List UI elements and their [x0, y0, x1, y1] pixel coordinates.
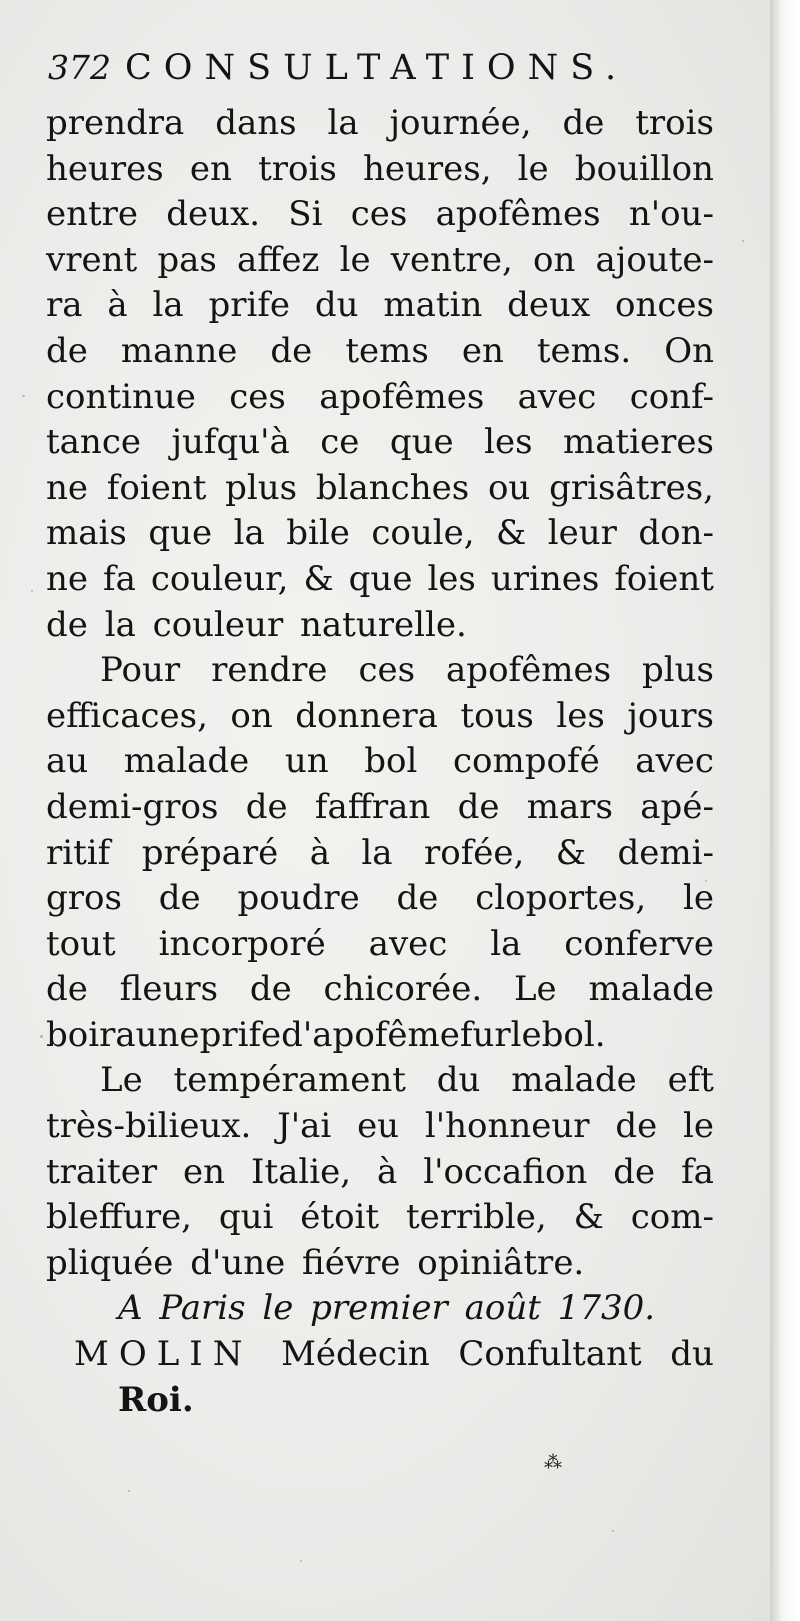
paper-speck	[22, 395, 25, 397]
word: une	[135, 1014, 200, 1055]
word: blanches	[315, 467, 470, 508]
word: efficaces,	[46, 695, 208, 736]
word: bile	[286, 513, 350, 554]
word: eu	[357, 1106, 400, 1147]
word: conferve	[564, 923, 714, 964]
paper-speck	[128, 1490, 130, 1492]
word: foient	[614, 558, 714, 599]
word: vrent	[46, 239, 138, 280]
word: bol.	[541, 1014, 606, 1055]
paper-speck	[31, 590, 33, 592]
word: le	[339, 239, 371, 280]
text-line	[46, 922, 714, 968]
word: le	[510, 1014, 542, 1055]
signature-name: MOLIN	[74, 1334, 253, 1375]
ornament-icon: ⁂	[544, 1452, 562, 1473]
word: continue	[46, 376, 196, 417]
word: de	[396, 878, 439, 919]
word: ces	[229, 376, 286, 417]
text-line	[46, 466, 714, 512]
word: fa	[681, 1151, 714, 1192]
text-line	[46, 967, 714, 1013]
word: eft	[667, 1060, 714, 1101]
word: au	[46, 741, 89, 782]
text-line	[46, 603, 714, 649]
word: de	[562, 103, 605, 143]
signature-end: Roi.	[118, 1379, 194, 1420]
word: &	[555, 832, 587, 873]
word: on	[230, 695, 273, 736]
word: de la couleur naturelle.	[46, 604, 467, 645]
word: l'occafion	[423, 1151, 588, 1192]
word: d'apofême	[281, 1014, 460, 1055]
word: malade	[511, 1060, 637, 1101]
word: à	[309, 832, 330, 873]
word: la	[233, 513, 265, 554]
word: gros	[46, 878, 122, 919]
word: de	[245, 786, 288, 827]
word: le	[682, 878, 714, 919]
word: préparé	[141, 832, 279, 873]
word: de	[46, 969, 88, 1010]
word: tous	[460, 695, 534, 736]
word: terrible,	[405, 1197, 547, 1238]
word: prife	[208, 285, 291, 326]
word: à	[377, 1151, 398, 1192]
text-line	[46, 511, 714, 557]
word: &	[573, 1197, 604, 1238]
word: foient	[106, 467, 207, 508]
word: bol	[364, 741, 418, 782]
text-line	[46, 831, 714, 877]
word: de	[457, 786, 500, 827]
word: heures,	[362, 148, 492, 189]
word: plus	[642, 650, 714, 691]
word: du	[314, 285, 359, 326]
word: Si	[288, 194, 323, 235]
word: du	[436, 1060, 481, 1101]
word: ou	[487, 467, 531, 508]
paper-speck	[40, 1035, 43, 1038]
word: urines	[490, 558, 600, 599]
text-line	[46, 420, 714, 466]
word: la	[361, 832, 393, 873]
word: les	[556, 695, 605, 736]
paper-speck	[742, 240, 744, 242]
text-line	[46, 1013, 714, 1059]
word: traiter	[46, 1151, 158, 1192]
word: que	[148, 513, 213, 554]
word: journée,	[389, 103, 532, 143]
word: tems	[345, 330, 429, 371]
signature-word: Médecin	[281, 1334, 430, 1375]
signature-word: du	[670, 1334, 714, 1375]
word: ces	[358, 650, 416, 691]
text-line	[46, 375, 714, 421]
word: prife	[199, 1014, 282, 1055]
word: donnera	[295, 695, 438, 736]
word: ajoute-	[595, 239, 714, 280]
word: la	[152, 285, 184, 326]
word: n'ou-	[628, 194, 714, 235]
word: pas	[157, 239, 217, 280]
text-line	[46, 1241, 714, 1287]
word: à	[107, 285, 128, 326]
word: Pour	[100, 650, 181, 691]
signature-line	[46, 1332, 714, 1378]
word: Italie,	[251, 1151, 352, 1192]
text-line	[46, 1150, 714, 1196]
word: de	[270, 330, 313, 371]
word: fur	[459, 1014, 511, 1055]
word: demi-	[617, 832, 714, 873]
word: com-	[630, 1197, 714, 1238]
word: en	[183, 1151, 226, 1192]
word: matieres	[563, 422, 714, 463]
word: affez	[236, 239, 320, 280]
word: mars	[526, 786, 613, 827]
word: ritif	[46, 832, 111, 873]
page-number: 372	[48, 48, 111, 87]
word: faffran	[314, 786, 431, 827]
word: matin	[383, 285, 483, 326]
text-line	[46, 1104, 714, 1150]
text-line	[46, 283, 714, 329]
word: rendre	[211, 650, 328, 691]
word: qui	[218, 1197, 274, 1238]
word: leur	[547, 513, 617, 554]
word: un	[284, 741, 329, 782]
text-line	[46, 101, 714, 147]
page-edge	[770, 0, 800, 1621]
dateline: A Paris le premier août 1730.	[118, 1288, 656, 1329]
word: trois	[635, 103, 714, 143]
word: tout	[46, 923, 116, 964]
text-line	[46, 238, 714, 284]
paragraph-1	[46, 101, 714, 648]
word: mais	[46, 513, 127, 554]
text-line	[46, 876, 714, 922]
word: couleur,	[150, 558, 289, 599]
word: apé-	[640, 786, 714, 827]
word: On	[664, 330, 714, 371]
word: jours	[627, 695, 714, 736]
word: jufqu'à	[171, 422, 290, 463]
word: malade	[588, 969, 714, 1010]
word: que	[348, 558, 413, 599]
text-line	[46, 1195, 714, 1241]
text-block	[46, 101, 714, 1423]
word: don-	[638, 513, 714, 554]
word: grisâtres,	[549, 467, 714, 508]
paper-speck	[612, 1530, 614, 1532]
word: en	[189, 148, 232, 189]
word: onces	[614, 285, 714, 326]
word: deux.	[166, 194, 261, 235]
word: tance	[46, 422, 141, 463]
word: malade	[123, 741, 250, 782]
word: pliquée d'une fiévre opiniâtre.	[46, 1242, 585, 1283]
word: fleurs	[119, 969, 219, 1010]
word: apofêmes	[446, 650, 612, 691]
text-line	[46, 329, 714, 375]
word: ventre,	[390, 239, 513, 280]
word: très-bilieux.	[46, 1106, 252, 1147]
running-head	[48, 48, 628, 98]
word: avec	[368, 923, 448, 964]
word: boira	[46, 1014, 136, 1055]
word: manne	[120, 330, 238, 371]
word: ces	[350, 194, 408, 235]
word: heures	[46, 148, 164, 189]
word: apofêmes	[435, 194, 601, 235]
word: poudre	[237, 878, 360, 919]
word: trois	[258, 148, 337, 189]
word: tems.	[536, 330, 632, 371]
text-line	[46, 785, 714, 831]
word: ra	[46, 285, 83, 326]
word: de	[249, 969, 292, 1010]
text-line	[46, 739, 714, 785]
word: l'honneur	[424, 1106, 590, 1147]
running-title: CONSULTATIONS.	[125, 48, 629, 88]
word: chicorée.	[323, 969, 483, 1010]
word: &	[496, 513, 527, 554]
text-line	[46, 147, 714, 193]
text-line	[46, 648, 714, 694]
text-line	[46, 557, 714, 603]
word: &	[303, 558, 334, 599]
word: avec	[635, 741, 714, 782]
word: fa	[103, 558, 136, 599]
word: cloportes,	[475, 878, 647, 919]
word: plus	[225, 467, 298, 508]
word: de	[615, 1106, 658, 1147]
word: ce	[320, 422, 360, 463]
word: apofêmes	[319, 376, 485, 417]
word: entre	[46, 194, 139, 235]
word: on	[532, 239, 576, 280]
word: que	[389, 422, 454, 463]
word: la	[490, 923, 522, 964]
word: ne	[46, 467, 89, 508]
word: le	[682, 1106, 714, 1147]
paragraph-3	[46, 1058, 714, 1286]
word: ne	[46, 558, 89, 599]
text-line	[46, 694, 714, 740]
word: coule,	[371, 513, 475, 554]
word: conf-	[629, 376, 714, 417]
word: compofé	[453, 741, 600, 782]
word: deux	[507, 285, 591, 326]
paper-speck	[300, 1560, 302, 1562]
word: Le	[513, 969, 557, 1010]
text-line	[46, 1058, 714, 1104]
word: bleffure,	[46, 1197, 192, 1238]
word: avec	[517, 376, 597, 417]
word: J'ai	[277, 1106, 332, 1147]
word: les	[484, 422, 533, 463]
word: les	[427, 558, 476, 599]
word: demi-gros	[46, 786, 219, 827]
word: de	[613, 1151, 656, 1192]
word: en	[461, 330, 504, 371]
word: rofée,	[424, 832, 525, 873]
word: de	[158, 878, 201, 919]
word: de	[46, 330, 88, 371]
text-line	[46, 192, 714, 238]
word: Le	[100, 1060, 143, 1101]
signature-word: Confultant	[458, 1334, 642, 1375]
word: bouillon	[574, 148, 714, 189]
word: étoit	[300, 1197, 380, 1238]
word: prendra	[46, 103, 185, 143]
paragraph-2	[46, 648, 714, 1058]
word: le	[517, 148, 549, 189]
word: dans	[215, 103, 297, 143]
word: la	[327, 103, 359, 143]
word: tempérament	[173, 1060, 406, 1101]
word: incorporé	[158, 923, 326, 964]
